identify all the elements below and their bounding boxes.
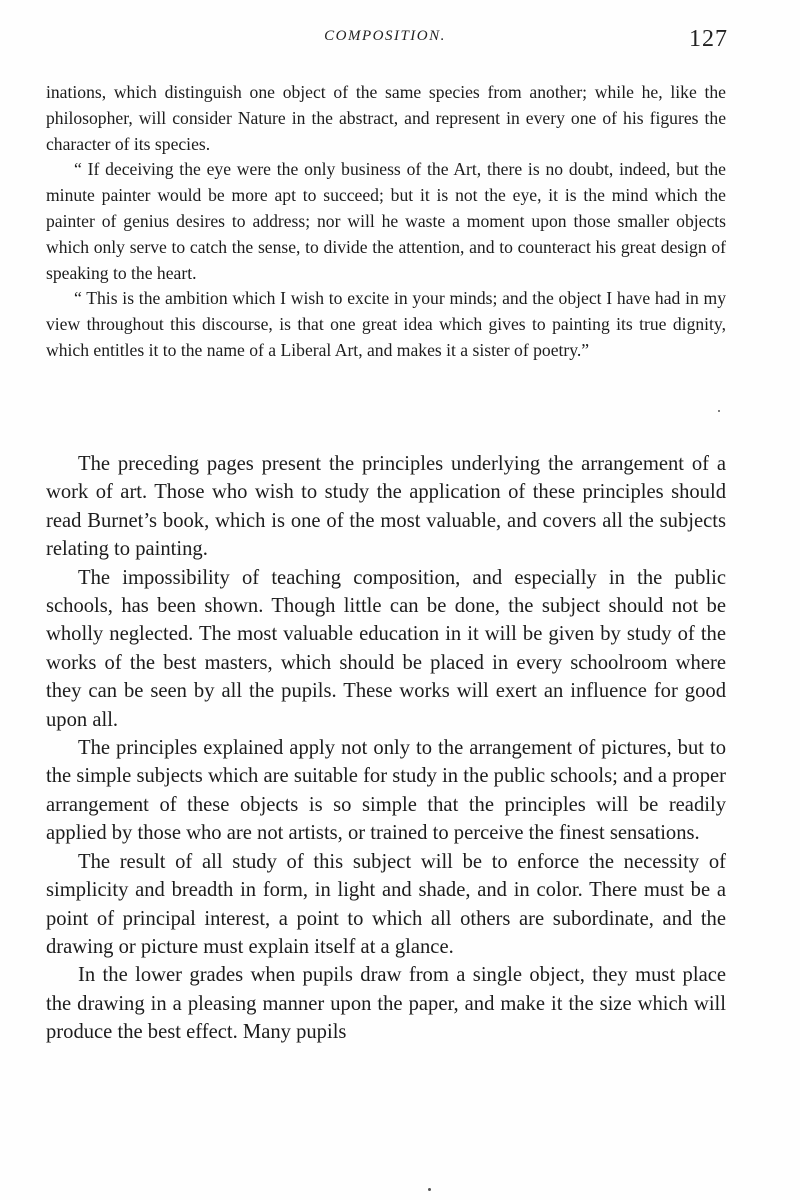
page-number: 127 [689, 26, 728, 52]
body-paragraph: In the lower grades when pupils draw from a single object, they must place the drawing in a pleasing manner upon the paper, and make it the size which will produce the best effect. Many pupils [46, 964, 726, 1044]
body-paragraph: The preceding pages present the principles underlying the arrangement of a work of art. Those who wish to study the application of these principles should read Burnet’s book, which is one of the most valuable, and covers all the subjects relating to painting. [46, 453, 726, 561]
body-paragraph: The impossibility of teaching composition, and especially in the public schools, has been shown. Though little can be done, the subject should not be wholly neglected. The most valuable education in it will be given by study of the works of the best masters, which should be placed in every schoolroom where they can be seen by all the pupils. These works will exert an influence for good upon all. [46, 566, 726, 731]
body-text [46, 450, 726, 1047]
running-title: COMPOSITION. [324, 28, 446, 44]
running-head [0, 26, 800, 56]
print-speck [718, 410, 720, 412]
quoted-passage [46, 80, 726, 364]
quote-paragraph: “ This is the ambition which I wish to excite in your minds; and the object I have had in my view throughout this discourse, is that one great idea which gives to painting its true dignity, which entitles it to the name of a Liberal Art, and makes it a sister of poetry.” [46, 288, 726, 360]
quote-paragraph: “ If deceiving the eye were the only business of the Art, there is no doubt, indeed, but the minute painter would be more apt to succeed; but it is not the eye, it is the mind which the painter of genius desires to address; nor will he waste a moment upon those smaller objects which only serve to catch the sense, to divide the attention, and to counteract his great design of speaking to the heart. [46, 159, 726, 283]
print-speck [428, 1188, 431, 1191]
body-paragraph: The result of all study of this subject will be to enforce the necessity of simplicity and breadth in form, in light and shade, and in color. There must be a point of principal interest, a point to which all others are subordinate, and the drawing or picture must explain itself at a glance. [46, 850, 726, 958]
quote-paragraph: inations, which distinguish one object of the same species from another; while he, like the philosopher, will consider Nature in the abstract, and represent in every one of his figures the character of its species. [46, 82, 726, 154]
body-paragraph: The principles explained apply not only to the arrangement of pictures, but to the simple subjects which are suitable for study in the public schools; and a proper arrangement of these objects is so simple that the principles will be readily applied by those who are not artists, or trained to perceive the finest sensations. [46, 737, 726, 845]
